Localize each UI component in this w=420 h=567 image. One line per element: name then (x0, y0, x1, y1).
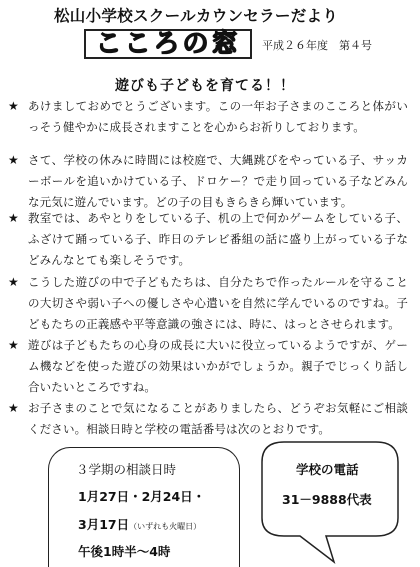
article-headline: 遊びも子どもを育てる！！ (115, 78, 295, 94)
banner-title: こころの窓 (95, 29, 241, 59)
star-bullet-icon: ★ (8, 99, 19, 113)
newsletter-title: 松山小学校スクールカウンセラーだより (54, 7, 339, 25)
schedule-title: ３学期の相談日時 (76, 462, 177, 477)
star-bullet-icon: ★ (8, 338, 19, 352)
phone-label: 学校の電話 (296, 462, 359, 477)
paragraph-text: あけましておめでとうございます。この一年お子さまのこころと体がいっそう健やかに成長されますことを心からお祈りしております。 (28, 99, 408, 134)
star-bullet-icon: ★ (8, 275, 19, 289)
paragraph-text: お子さまのことで気になることがありましたら、どうぞお気軽にご相談ください。相談日時と学校の電話番号は次のとおりです。 (28, 401, 408, 436)
paragraph-text: 遊びは子どもたちの心身の成長に大いに役立っているようですが、ゲーム機などを使った遊びの効果はいかがでしょうか。親子でじっくり話し合いたいところですね。 (28, 338, 408, 394)
paragraph-text: さて、学校の休みに時間には校庭で、大縄跳びをやっている子、サッカーボールを追いかけている子、ドロケー？で走り回っている子などみんな元気に遊んでいます。どの子の目もきらきら輝いています。 (28, 153, 408, 209)
schedule-weekday-note: （いずれも火曜日） (129, 522, 202, 531)
paragraph-games (8, 335, 408, 398)
paragraph-learning (8, 272, 408, 335)
paragraph-classroom (8, 208, 408, 271)
paragraph-schoolyard (8, 150, 408, 213)
paragraph-text: 教室では、あやとりをしている子、机の上で何かゲームをしている子、ふざけて踊っている子、昨日のテレビ番組の話に盛り上がっている子などみんなとても楽しそうです。 (28, 211, 408, 267)
star-bullet-icon: ★ (8, 401, 19, 415)
schedule-time: 午後1時半～4時 (78, 544, 171, 559)
schedule-dates-line1: 1月27日・2月24日・ (78, 489, 206, 504)
schedule-dates-line2 (78, 515, 201, 533)
paragraph-consultation (8, 398, 408, 440)
banner-box (84, 29, 252, 59)
issue-number: 平成２６年度 第４号 (262, 39, 372, 52)
star-bullet-icon: ★ (8, 153, 19, 167)
paragraph-text: こうした遊びの中で子どもたちは、自分たちで作ったルールを守ることの大切さや弱い子への優しさや心遣いを自然に学んでいるのですね。子どもたちの正義感や平等意識の強さには、時に、はっとさせられます。 (28, 275, 408, 331)
paragraph-greeting (8, 96, 408, 138)
star-bullet-icon: ★ (8, 211, 19, 225)
phone-number: 31－9888代表 (282, 492, 372, 507)
schedule-date-march: 3月17日 (78, 517, 130, 532)
